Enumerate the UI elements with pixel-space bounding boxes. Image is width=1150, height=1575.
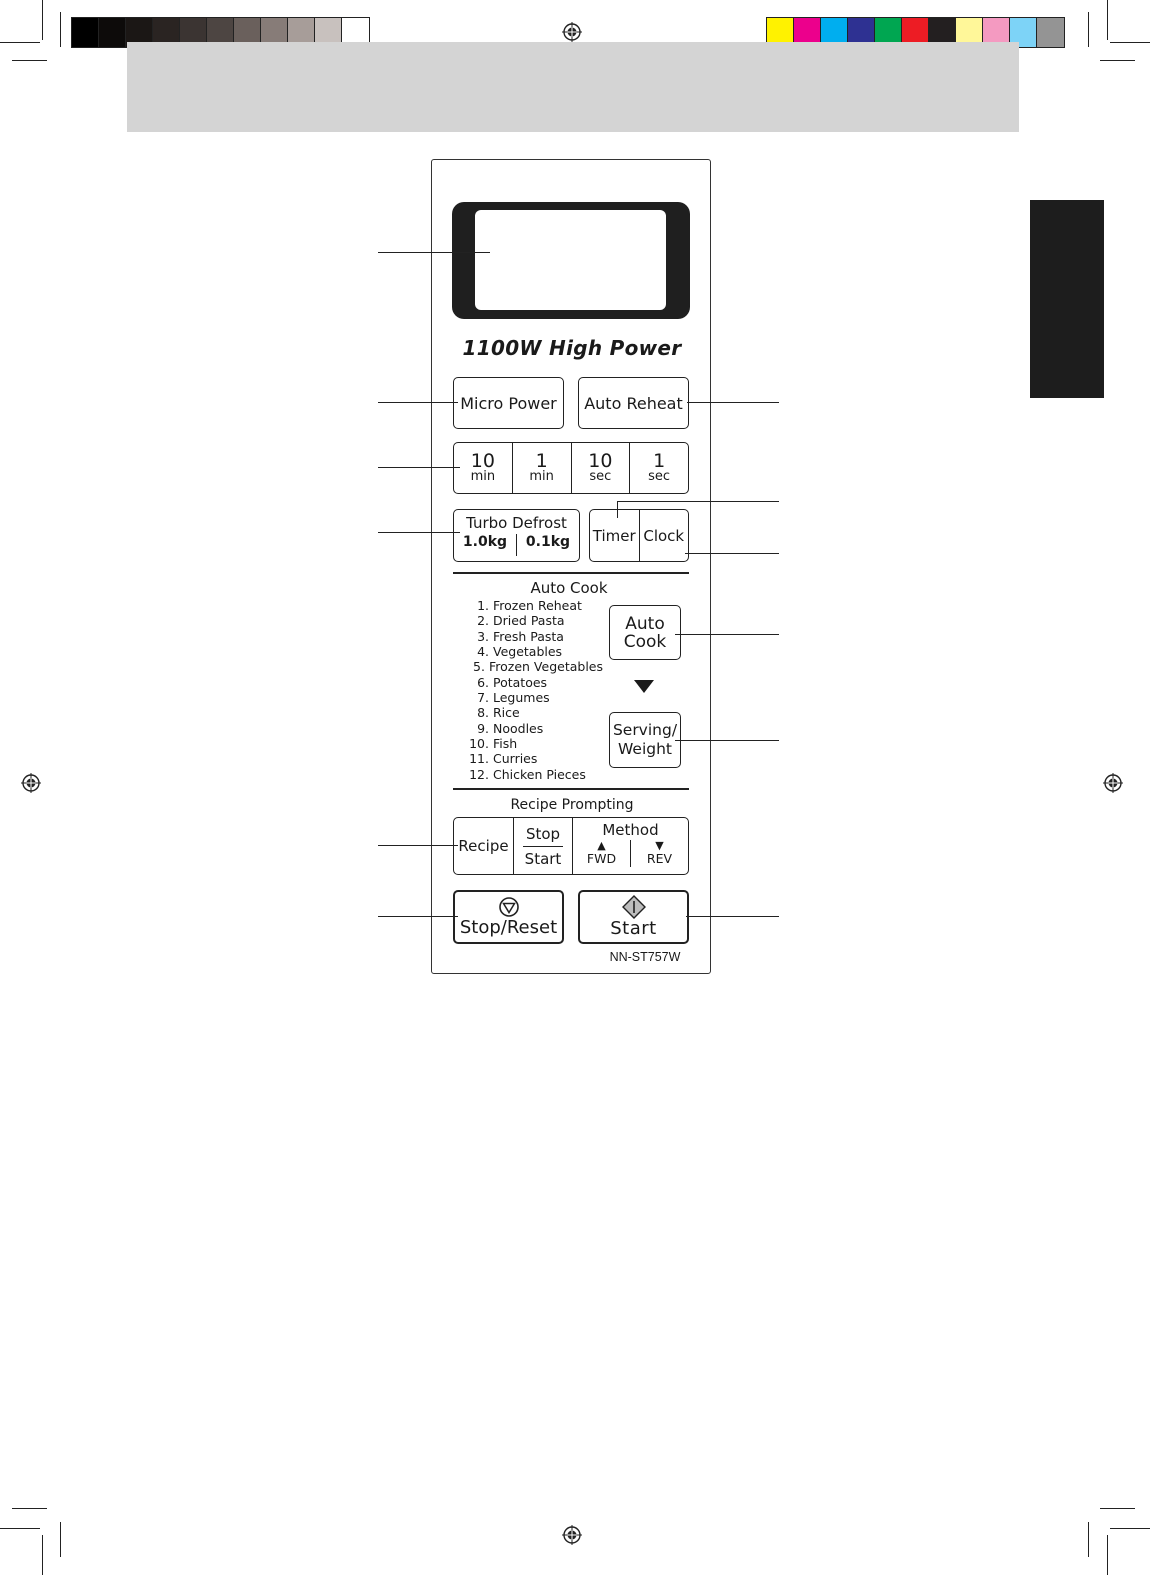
timer-button[interactable] xyxy=(590,510,640,561)
clock-button[interactable] xyxy=(640,510,689,561)
recipe-button[interactable] xyxy=(454,818,514,874)
recipe-label: Recipe xyxy=(458,837,509,855)
start-label: Start xyxy=(524,849,562,868)
start-icon xyxy=(622,895,646,919)
timer-clock-group xyxy=(589,509,689,562)
down-triangle-icon: ▼ xyxy=(655,839,664,852)
model-number: NN-ST757W xyxy=(609,950,681,964)
auto-cook-heading: Auto Cook xyxy=(530,579,608,597)
start-button[interactable] xyxy=(578,890,689,944)
list-number: 9. xyxy=(477,720,489,736)
auto-cook-list-item xyxy=(463,736,603,751)
method-label: Method xyxy=(602,821,659,839)
power-rating-title: 1100W High Power xyxy=(462,336,682,360)
list-number: 1. xyxy=(477,598,489,613)
turbo-defrost-01kg[interactable]: 0.1kg xyxy=(525,534,571,550)
list-number: 6. xyxy=(477,674,489,690)
gray-swatch xyxy=(99,18,126,47)
recipe-prompting-group xyxy=(453,817,689,875)
serving-weight-label-1: Serving/ xyxy=(612,721,678,739)
list-text: Noodles xyxy=(493,720,544,736)
registration-mark-icon xyxy=(1103,773,1123,793)
list-number: 3. xyxy=(477,628,489,644)
stop-icon xyxy=(498,896,520,918)
list-number: 11. xyxy=(469,751,489,767)
header-band xyxy=(127,42,1019,132)
rev-label: REV xyxy=(646,851,673,866)
divider xyxy=(453,572,689,574)
list-number: 12. xyxy=(469,766,489,782)
list-text: Legumes xyxy=(493,690,550,706)
turbo-defrost-title: Turbo Defrost xyxy=(466,514,567,532)
auto-cook-button[interactable] xyxy=(609,605,681,660)
clock-label: Clock xyxy=(643,526,685,545)
auto-cook-list-item xyxy=(463,598,603,613)
list-text: Potatoes xyxy=(493,674,548,690)
time-key-unit: min xyxy=(529,469,554,484)
list-text: Fish xyxy=(493,736,518,752)
display-window xyxy=(475,210,666,310)
list-text: Dried Pasta xyxy=(493,613,565,629)
list-text: Rice xyxy=(493,705,520,721)
registration-mark-icon xyxy=(21,773,41,793)
auto-cook-list-item xyxy=(463,767,603,782)
list-number: 8. xyxy=(477,705,489,721)
auto-reheat-button[interactable] xyxy=(578,377,689,429)
down-triangle-icon xyxy=(634,680,654,693)
stop-reset-label: Stop/Reset xyxy=(459,917,558,938)
micro-power-label: Micro Power xyxy=(460,393,557,413)
time-key-unit: sec xyxy=(648,469,671,484)
fwd-label: FWD xyxy=(586,851,617,866)
list-number: 2. xyxy=(477,613,489,629)
auto-cook-label-2: Cook xyxy=(623,631,667,652)
stop-reset-button[interactable] xyxy=(453,890,564,944)
auto-cook-program-list xyxy=(463,598,603,782)
registration-mark-icon xyxy=(562,22,582,42)
divider xyxy=(453,788,689,790)
list-number: 10. xyxy=(469,736,489,752)
auto-cook-list-item xyxy=(463,644,603,659)
recipe-prompting-heading: Recipe Prompting xyxy=(510,797,634,813)
section-tab xyxy=(1030,200,1104,398)
auto-cook-list-item xyxy=(463,751,603,766)
list-text: Frozen Vegetables xyxy=(488,659,603,675)
timer-label: Timer xyxy=(592,526,636,545)
auto-cook-list-item xyxy=(463,675,603,690)
auto-cook-list-item xyxy=(463,613,603,628)
gray-swatch xyxy=(72,18,99,47)
color-swatch xyxy=(1037,18,1064,47)
list-text: Frozen Reheat xyxy=(493,598,582,613)
turbo-defrost-1kg[interactable]: 1.0kg xyxy=(462,534,508,550)
serving-weight-button[interactable] xyxy=(609,712,681,768)
auto-cook-list-item xyxy=(463,659,603,674)
auto-cook-label-1: Auto xyxy=(625,613,665,634)
time-key-unit: min xyxy=(470,469,496,484)
list-number: 5. xyxy=(473,659,485,675)
auto-cook-list-item xyxy=(463,705,603,720)
list-text: Vegetables xyxy=(493,644,563,660)
registration-mark-icon xyxy=(562,1525,582,1545)
time-key-value: 10 xyxy=(470,450,495,472)
time-key-1-sec[interactable] xyxy=(630,443,688,493)
list-number: 7. xyxy=(477,690,489,706)
auto-cook-list-item xyxy=(463,690,603,705)
time-key-value: 1 xyxy=(535,450,548,472)
time-keypad xyxy=(453,442,689,494)
start-label: Start xyxy=(610,918,657,939)
auto-cook-list-item xyxy=(463,721,603,736)
time-key-10-min[interactable] xyxy=(454,443,513,493)
stop-label: Stop xyxy=(523,825,563,847)
stop-start-button[interactable] xyxy=(514,818,573,874)
time-key-value: 1 xyxy=(653,450,666,472)
turbo-defrost-button[interactable] xyxy=(453,509,580,562)
list-number: 4. xyxy=(477,644,489,660)
method-rev-button[interactable] xyxy=(631,840,688,867)
list-text: Chicken Pieces xyxy=(493,766,586,782)
serving-weight-label-2: Weight xyxy=(617,740,672,758)
micro-power-button[interactable] xyxy=(453,377,564,429)
method-fwd-button[interactable] xyxy=(573,840,631,867)
list-text: Curries xyxy=(493,751,538,767)
time-key-10-sec[interactable] xyxy=(572,443,631,493)
list-text: Fresh Pasta xyxy=(493,628,564,644)
auto-cook-list-item xyxy=(463,629,603,644)
up-triangle-icon: ▲ xyxy=(597,839,606,852)
time-key-1-min[interactable] xyxy=(513,443,572,493)
time-key-value: 10 xyxy=(588,450,613,472)
time-key-unit: sec xyxy=(589,469,612,484)
method-group xyxy=(573,818,688,874)
auto-reheat-label: Auto Reheat xyxy=(584,393,683,413)
